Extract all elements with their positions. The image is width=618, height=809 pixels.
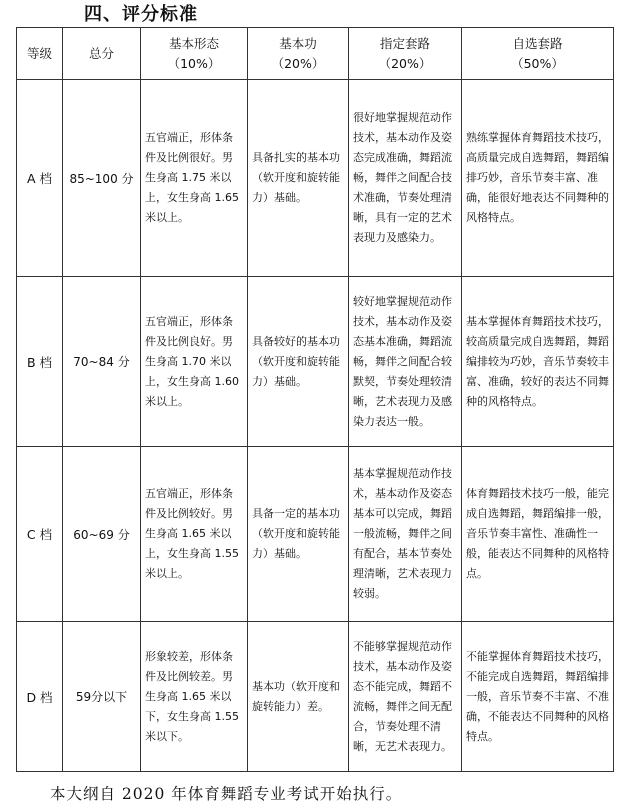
basic-cell: 具备扎实的基本功（软开度和旋转能力）基础。 [248, 80, 349, 277]
basic-cell: 具备一定的基本功（软开度和旋转能力）基础。 [248, 447, 349, 622]
grade-cell: B 档 [17, 277, 63, 447]
table-row [17, 622, 614, 772]
section-title: 四、评分标准 [84, 4, 198, 25]
header-form: 基本形态 （10%） [141, 28, 248, 80]
header-score: 总分 [63, 28, 141, 80]
header-basic: 基本功 （20%） [248, 28, 349, 80]
form-cell: 五官端正，形体条件及比例较好。男生身高 1.65 米以上，女生身高 1.55 米以上。 [141, 447, 248, 622]
table-row [17, 277, 614, 447]
header-grade: 等级 [17, 28, 63, 80]
header-row [17, 28, 614, 80]
basic-cell: 具备较好的基本功（软开度和旋转能力）基础。 [248, 277, 349, 447]
grade-cell: A 档 [17, 80, 63, 277]
free-cell: 不能掌握体育舞蹈技术技巧，不能完成自选舞蹈，舞蹈编排一般，音乐节奏不丰富、不准确，不能表达不同舞种的风格特点。 [462, 622, 614, 772]
score-cell: 59分以下 [63, 622, 141, 772]
routine-cell: 较好地掌握规范动作技术，基本动作及姿态基本准确，舞蹈流畅，舞伴之间配合较默契，节奏处理较清晰，艺术表现力及感染力表达一般。 [349, 277, 462, 447]
footer-note: 本大纲自 2020 年体育舞蹈专业考试开始执行。 [50, 785, 403, 803]
free-cell: 体育舞蹈技术技巧一般，能完成自选舞蹈，舞蹈编排一般，音乐节奏丰富性、准确性一般，能表达不同舞种的风格特点。 [462, 447, 614, 622]
routine-cell: 不能够掌握规范动作技术，基本动作及姿态不能完成，舞蹈不流畅，舞伴之间无配合，节奏处理不清晰，无艺术表现力。 [349, 622, 462, 772]
score-cell: 85~100 分 [63, 80, 141, 277]
scoring-table [16, 27, 614, 772]
free-cell: 熟练掌握体育舞蹈技术技巧，高质量完成自选舞蹈，舞蹈编排巧妙，音乐节奏丰富、准确，能很好地表达不同舞种的风格特点。 [462, 80, 614, 277]
form-cell: 五官端正，形体条件及比例良好。男生身高 1.70 米以上，女生身高 1.60 米以上。 [141, 277, 248, 447]
basic-cell: 基本功（软开度和旋转能力）差。 [248, 622, 349, 772]
table-row [17, 80, 614, 277]
routine-cell: 基本掌握规范动作技术，基本动作及姿态基本可以完成，舞蹈一般流畅，舞伴之间有配合，基本节奏处理清晰，艺术表现力较弱。 [349, 447, 462, 622]
score-cell: 60~69 分 [63, 447, 141, 622]
score-cell: 70~84 分 [63, 277, 141, 447]
table-row [17, 447, 614, 622]
header-free: 自选套路 （50%） [462, 28, 614, 80]
form-cell: 形象较差，形体条件及比例较差。男生身高 1.65 米以下，女生身高 1.55 米以下。 [141, 622, 248, 772]
free-cell: 基本掌握体育舞蹈技术技巧，较高质量完成自选舞蹈，舞蹈编排较为巧妙，音乐节奏较丰富、准确，较好的表达不同舞种的风格特点。 [462, 277, 614, 447]
routine-cell: 很好地掌握规范动作技术，基本动作及姿态完成准确，舞蹈流畅，舞伴之间配合技术准确，节奏处理清晰，具有一定的艺术表现力及感染力。 [349, 80, 462, 277]
grade-cell: C 档 [17, 447, 63, 622]
grade-cell: D 档 [17, 622, 63, 772]
header-routine: 指定套路 （20%） [349, 28, 462, 80]
form-cell: 五官端正，形体条件及比例很好。男生身高 1.75 米以上，女生身高 1.65 米以上。 [141, 80, 248, 277]
